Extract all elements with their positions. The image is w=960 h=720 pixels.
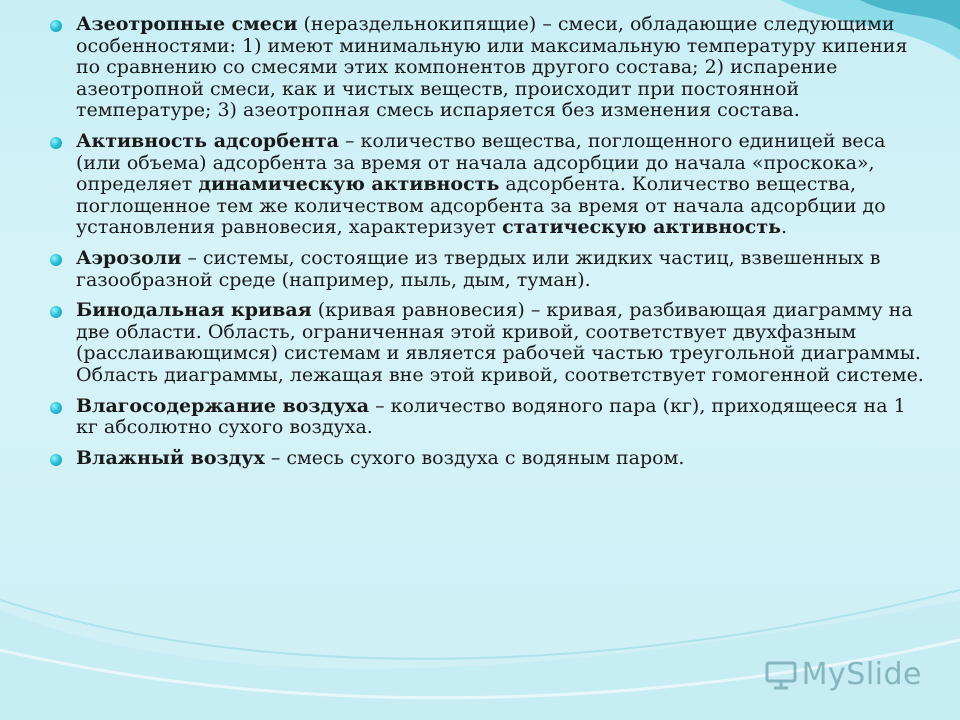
term-text: динамическую активность — [198, 173, 500, 196]
term-text: Активность адсорбента — [76, 129, 339, 152]
watermark-text: MySlide — [801, 657, 922, 692]
definition-item — [48, 14, 928, 122]
definition-item — [48, 396, 928, 439]
definition-text: – количество вещества, поглощенного единицей веса (или объема) адсорбента за время от начала адсорбции до начала «проскока», определяет — [76, 129, 886, 196]
term-text: Бинодальная кривая — [76, 299, 312, 322]
bullet-icon — [50, 454, 62, 466]
definition-item — [48, 300, 928, 386]
definition-list — [48, 14, 928, 469]
term-text: Влажный воздух — [76, 446, 265, 469]
bullet-icon — [50, 20, 62, 32]
definition-text: – системы, состоящие из твердых или жидких частиц, взвешенных в газообразной среде (например, пыль, дым, туман). — [76, 246, 881, 291]
term-text: Аэрозоли — [76, 246, 182, 269]
term-text: Влагосодержание воздуха — [76, 394, 370, 417]
slide-content — [48, 14, 928, 478]
definition-item — [48, 448, 928, 470]
definition-text: . — [781, 216, 788, 239]
term-text: Азеотропные смеси — [76, 13, 298, 35]
definition-text: – смесь сухого воздуха с водяным паром. — [264, 446, 685, 469]
definition-text: – количество водяного пара (кг), приходящееся на 1 кг абсолютно сухого воздуха. — [76, 394, 906, 439]
slideshow-logo-icon — [764, 660, 798, 690]
definition-item — [48, 248, 928, 291]
bullet-icon — [50, 254, 62, 266]
definition-text: адсорбента. Количество вещества, поглощенное тем же количеством адсорбента за время от начала адсорбции до установления равновесия, характеризует — [76, 173, 886, 239]
bullet-icon — [50, 306, 62, 318]
definition-item — [48, 131, 928, 239]
watermark-logo — [764, 657, 922, 692]
bullet-icon — [50, 137, 62, 149]
definition-text: (кривая равновесия) – кривая, разбивающая диаграмму на две области. Область, ограниченная этой кривой, соответствует двухфазным (расслаивающимся) системам и является рабочей частью треугольной диаграммы. Область диаграммы, лежащая вне этой кривой, соответствует гомогенной системе. — [76, 299, 924, 386]
definition-text: (нераздельнокипящие) – смеси, обладающие следующими особенностями: 1) имеют минимальную или максимальную температуру кипения по сравнению со смесями этих компонентов другого состава; 2) испарение азеотропной смеси, как и чистых веществ, происходит при постоянной температуре; 3) азеотропная смесь испаряется без изменения состава. — [76, 13, 908, 122]
bullet-icon — [50, 402, 62, 414]
term-text: статическую активность — [502, 216, 782, 239]
